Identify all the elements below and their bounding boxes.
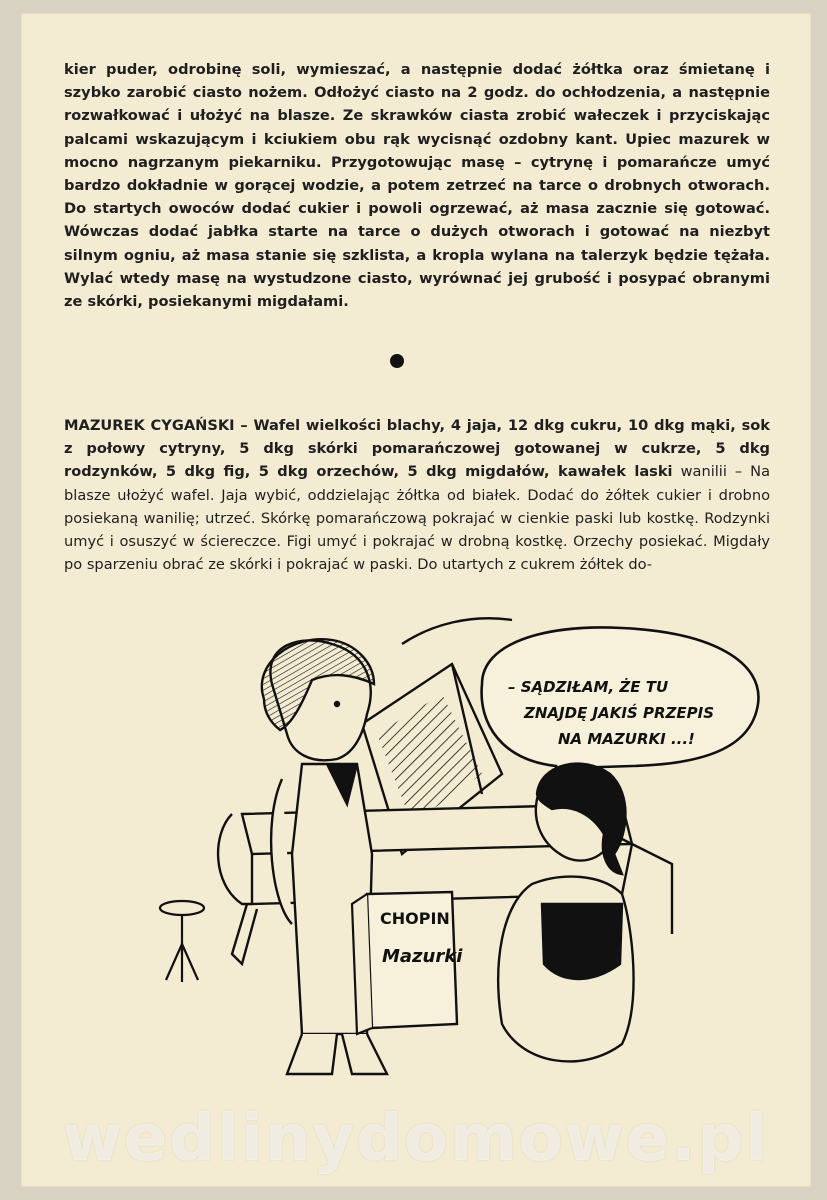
paragraph-text: kier puder, odrobinę soli, wymieszać, a następnie dodać żółtka oraz śmietanę i szybko zarobić ciasto nożem. Odłożyć ciasto na 2 godz. do ochłodzenia, a następnie rozwałkować i ułożyć na blasze. Ze skrawków ciasta zrobić wałeczek i przyciskając palcami wskazującym i kciukiem obu rąk wycisnąć ozdobny kant. Upiec mazurek w mocno nagrzanym piekarniku. Przygotowując masę – cytrynę i pomarańcze umyć bardzo dokładnie w gorącej wodzie, a potem zetrzeć na tarce o drobnych otworach. Do startych owoców dodać cukier i powoli ogrzewać, aż masa zacznie się gotować. Wówczas dodać jabłka starte na tarce o dużych otworach i gotować na niezbyt silnym ogniu, aż masa stanie się szklista, a kropla wylana na talerzyk będzie tężała. Wylać wtedy masę na wystudzone ciasto, wyrównać jej grubość i posypać obranymi ze skórki, posiekanymi migdałami. [64, 61, 770, 311]
sheet-music-book [352, 892, 463, 1034]
site-watermark: wedlinydomowe.pl [62, 1102, 770, 1176]
book-author: CHOPIN [380, 909, 450, 928]
speech-line-1: – SĄDZIŁAM, ŻE TU [508, 678, 669, 696]
section-separator-dot [390, 354, 404, 368]
book-title: Mazurki [382, 946, 463, 967]
speech-line-3: NA MAZURKI ...! [558, 730, 695, 748]
recipe-mazurek-cyganski [64, 414, 770, 576]
recipe-heading: MAZUREK CYGAŃSKI – Wafel wielkości blachy, 4 jaja, 12 dkg cukru, 10 dkg mąki, sok z połowy cytryny, 5 dkg skórki pomarańczowej gotowanej w cukrze, 5 dkg rodzynków, 5 dkg fig, 5 dkg orzechów, 5 dkg migdałów, kawałek laski [64, 417, 770, 481]
cartoon-illustration [152, 604, 772, 1094]
recipe-paragraph-continued [64, 58, 770, 313]
speech-line-2: ZNAJDĘ JAKIŚ PRZEPIS [524, 704, 715, 722]
book-page [22, 14, 810, 1186]
recipe-body: wanilii – Na blasze ułożyć wafel. Jaja wybić, oddzielając żółtka od białek. Dodać do żółtek cukier i drobno posiekaną wanilię; utrzeć. Skórkę pomarańczową pokrajać w cienkie paski lub kostkę. Rodzynki umyć i osuszyć w ściereczce. Figi umyć i pokrajać w drobną kostkę. Orzechy posiekać. Migdały po sparzeniu obrać ze skórki i pokrajać w paski. Do utartych z cukrem żółtek do- [64, 463, 771, 574]
piano-stool-drawing [160, 901, 204, 982]
